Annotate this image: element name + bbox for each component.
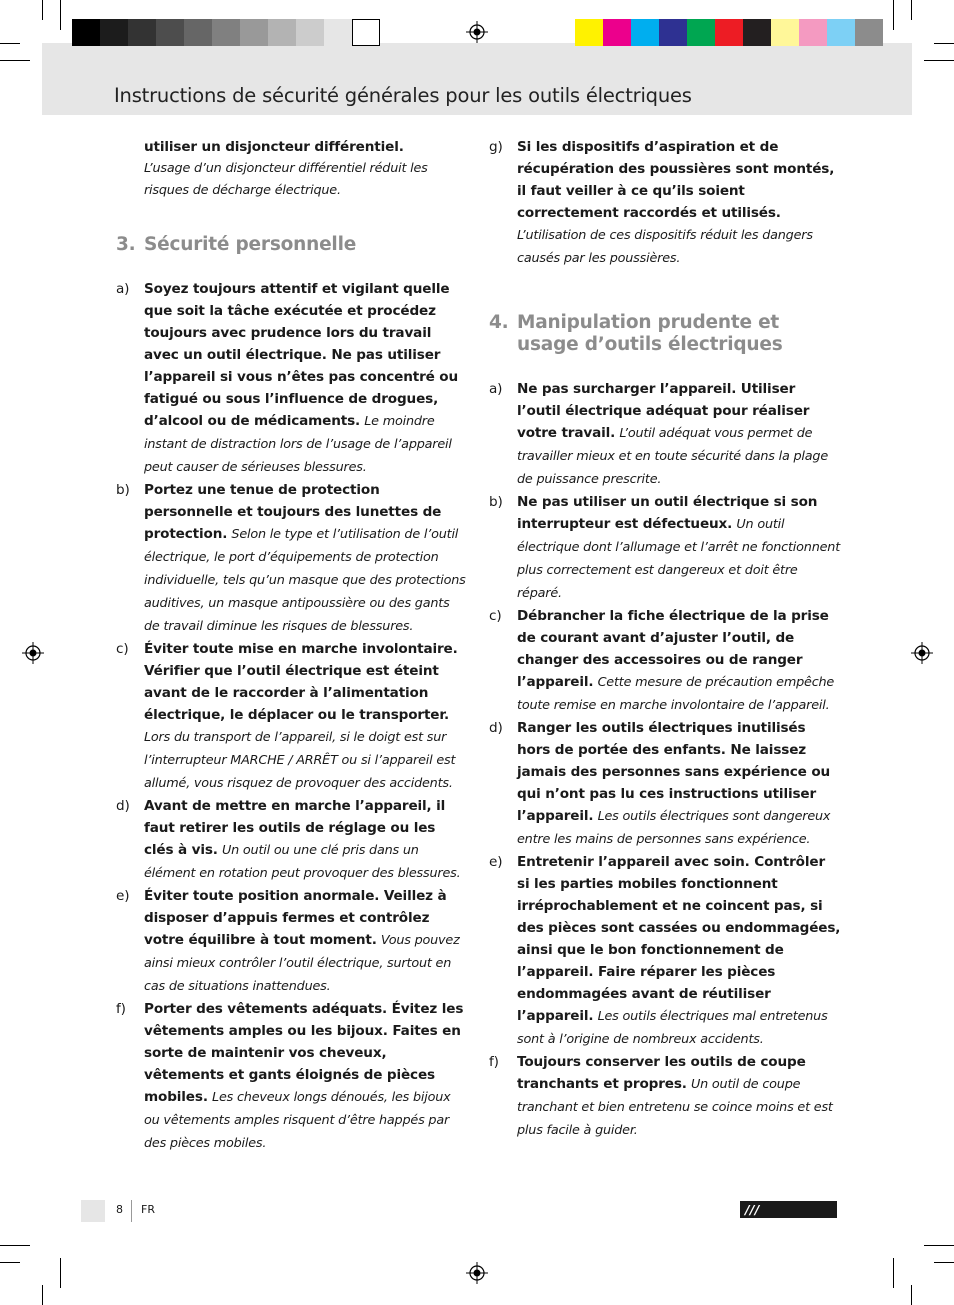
crop-mark <box>911 0 912 20</box>
item-italic: L’utilisation de ces dispositifs réduit les dangers causés par les poussières. <box>517 228 813 266</box>
item-bold: Soyez toujours attentif et vigilant quelle que soit la tâche exécutée et procédez toujours avec prudence lors du travail avec un outil électrique. Ne pas utiliser l’appareil si vous n’êtes pas concentré ou fatigué ou sous l’influence de drogues, d’alcool ou de médicaments. <box>144 281 459 429</box>
page-title: Instructions de sécurité générales pour les outils électriques <box>114 84 692 107</box>
left-item-list <box>116 278 468 1155</box>
item-bold: Ranger les outils électriques inutilisés hors de portée des enfants. Ne laissez jamais des personnes sans expérience ou qui n’ont pas lu ces instructions utiliser l’appareil. <box>517 720 831 824</box>
process-swatch <box>631 19 659 46</box>
list-item <box>116 998 468 1155</box>
gray-swatch <box>156 19 184 46</box>
section-number: 3. <box>116 234 136 255</box>
process-swatch <box>715 19 743 46</box>
process-swatch <box>771 19 799 46</box>
crop-mark <box>934 1262 954 1263</box>
item-italic: Selon le type et l’utilisation de l’outil électrique, le port d’équipements de protection individuelle, tels qu’un masque que des protections auditives, un masque antipoussière ou des gants de travail diminue les risques de blessures. <box>144 527 466 634</box>
crop-mark <box>60 0 61 30</box>
item-italic: Le moindre instant de distraction lors de l’usage de l’appareil peut causer de sérieuses blessures. <box>144 414 452 475</box>
crop-mark <box>0 43 20 44</box>
list-item <box>116 795 468 885</box>
gray-swatch <box>324 19 352 46</box>
item-italic: Les outils électriques mal entretenus sont à l’origine de nombreux accidents. <box>517 1009 828 1047</box>
item-label: d) <box>116 798 130 814</box>
item-label: e) <box>116 888 130 904</box>
right-column <box>489 136 841 1142</box>
crop-mark <box>42 0 43 20</box>
section-heading <box>116 234 468 256</box>
item-italic: Un outil ou une clé pris dans un élément en rotation peut provoquer des blessures. <box>144 843 461 881</box>
item-label: d) <box>489 720 503 736</box>
section-title: Sécurité personnelle <box>144 234 357 255</box>
item-italic: Un outil électrique dont l’allumage et l’arrêt ne fonctionnent plus correctement est dangereux et doit être réparé. <box>517 517 841 601</box>
section-number: 4. <box>489 312 509 333</box>
gray-swatch <box>184 19 212 46</box>
item-bold: Éviter toute mise en marche involontaire. Vérifier que l’outil électrique est éteint avant de le raccorder à l’alimentation électrique, le déplacer ou le transporter. <box>144 641 458 723</box>
process-swatch <box>743 19 771 46</box>
item-bold: Ne pas utiliser un outil électrique si son interrupteur est défectueux. <box>517 494 818 532</box>
item-bold: Ne pas surcharger l’appareil. Utiliser l’outil électrique adéquat pour réaliser votre travail. <box>517 381 810 441</box>
list-item <box>489 1051 841 1142</box>
item-label: c) <box>489 608 502 624</box>
item-label: b) <box>116 482 130 498</box>
item-italic: Cette mesure de précaution empêche toute remise en marche involontaire de l’appareil. <box>517 675 835 713</box>
header-band <box>42 43 912 115</box>
crop-mark <box>934 43 954 44</box>
item-bold: Débrancher la fiche électrique de la prise de courant avant d’ajuster l’outil, de changer des accessoires ou de ranger l’appareil. <box>517 608 829 690</box>
process-swatch <box>799 19 827 46</box>
crop-mark <box>924 1245 954 1246</box>
gray-swatch <box>128 19 156 46</box>
footer-tab <box>81 1200 105 1222</box>
item-italic: Un outil de coupe tranchant et bien entretenu se coince moins et est plus facile à guider. <box>517 1077 833 1138</box>
gray-swatch <box>240 19 268 46</box>
gray-swatch <box>212 19 240 46</box>
item-bold: Si les dispositifs d’aspiration et de récupération des poussières sont montés, il faut veiller à ce qu’ils soient correctement raccordés et utilisés. <box>517 139 835 221</box>
list-item <box>489 717 841 851</box>
gray-swatch <box>296 19 324 46</box>
item-label: g) <box>489 139 503 155</box>
crop-mark <box>42 1285 43 1305</box>
process-swatch <box>659 19 687 46</box>
item-italic: Les outils électriques sont dangereux entre les mains de personnes sans expérience. <box>517 809 831 847</box>
registration-mark-icon <box>22 642 44 664</box>
process-swatch <box>687 19 715 46</box>
list-item <box>489 851 841 1051</box>
crop-mark <box>893 0 894 30</box>
gray-swatch <box>100 19 128 46</box>
crop-mark <box>924 60 954 61</box>
registration-mark-icon <box>466 1262 488 1284</box>
list-item <box>489 136 841 270</box>
section-title: Manipulation prudente et usage d’outils électriques <box>517 312 783 355</box>
item-bold: Entretenir l’appareil avec soin. Contrôler si les parties mobiles fonctionnent irréprochablement et ne coincent pas, si des pièces sont cassées ou endommagées, ainsi que le bon fonctionnement de l’appareil. Faire réparer les pièces endommagées avant de réutiliser l’appareil. <box>517 854 841 1024</box>
list-item <box>116 638 468 795</box>
process-swatch <box>603 19 631 46</box>
intro-bold: utiliser un disjoncteur différentiel. <box>144 139 404 155</box>
intro-italic: L’usage d’un disjoncteur différentiel réduit les risques de décharge électrique. <box>144 161 428 198</box>
process-swatch <box>827 19 855 46</box>
crop-mark <box>60 1258 61 1288</box>
crop-mark <box>0 60 30 61</box>
process-swatch <box>575 19 603 46</box>
item-label: a) <box>489 381 503 397</box>
item-bold: Avant de mettre en marche l’appareil, il faut retirer les outils de réglage ou les clés à vis. <box>144 798 446 858</box>
item-italic: Lors du transport de l’appareil, si le doigt est sur l’interrupteur MARCHE / ARRÊT ou si l’appareil est allumé, vous risquez de provoquer des accidents. <box>144 730 456 791</box>
item-bold: Éviter toute position anormale. Veillez à disposer d’appuis fermes et contrôlez votre équilibre à tout moment. <box>144 888 447 948</box>
item-label: f) <box>116 1001 126 1017</box>
list-item <box>489 605 841 717</box>
list-item <box>489 491 841 605</box>
footer-divider <box>131 1200 132 1222</box>
item-label: c) <box>116 641 129 657</box>
item-bold: Toujours conserver les outils de coupe tranchants et propres. <box>517 1054 806 1092</box>
item-label: a) <box>116 281 130 297</box>
brand-logo <box>740 1201 837 1234</box>
section-heading <box>489 312 841 356</box>
registration-mark-icon <box>911 642 933 664</box>
list-item <box>116 479 468 638</box>
item-label: b) <box>489 494 503 510</box>
page-number: 8 <box>116 1203 123 1216</box>
registration-mark-icon <box>466 21 488 43</box>
crop-mark <box>0 1245 30 1246</box>
crop-mark <box>893 1258 894 1288</box>
item-label: e) <box>489 854 503 870</box>
right-item-list <box>489 378 841 1142</box>
left-column <box>116 136 468 1155</box>
process-swatch <box>855 19 883 46</box>
gray-swatch <box>268 19 296 46</box>
gray-swatch <box>72 19 100 46</box>
gray-swatch <box>352 19 380 46</box>
list-item <box>116 278 468 479</box>
list-item <box>489 378 841 491</box>
item-italic: L’outil adéquat vous permet de travailler mieux et en toute sécurité dans la plage de puissance prescrite. <box>517 426 829 487</box>
crop-mark <box>911 1285 912 1305</box>
item-italic: Les cheveux longs dénoués, les bijoux ou vêtements amples risquent d’être happés par des pièces mobiles. <box>144 1090 451 1151</box>
item-label: f) <box>489 1054 499 1070</box>
list-item <box>116 885 468 998</box>
language-code: FR <box>141 1203 155 1216</box>
item-italic: Vous pouvez ainsi mieux contrôler l’outil électrique, surtout en cas de situations inattendues. <box>144 933 460 994</box>
item-bold: Porter des vêtements adéquats. Évitez les vêtements amples ou les bijoux. Faites en sorte de maintenir vos cheveux, vêtements et gants éloignés de pièces mobiles. <box>144 1001 464 1105</box>
brand-stripes: /// <box>745 1202 760 1217</box>
item-bold: Portez une tenue de protection personnelle et toujours des lunettes de protection. <box>144 482 442 542</box>
crop-mark <box>0 1262 20 1263</box>
brand-name: PARKSIDE <box>746 1219 818 1234</box>
